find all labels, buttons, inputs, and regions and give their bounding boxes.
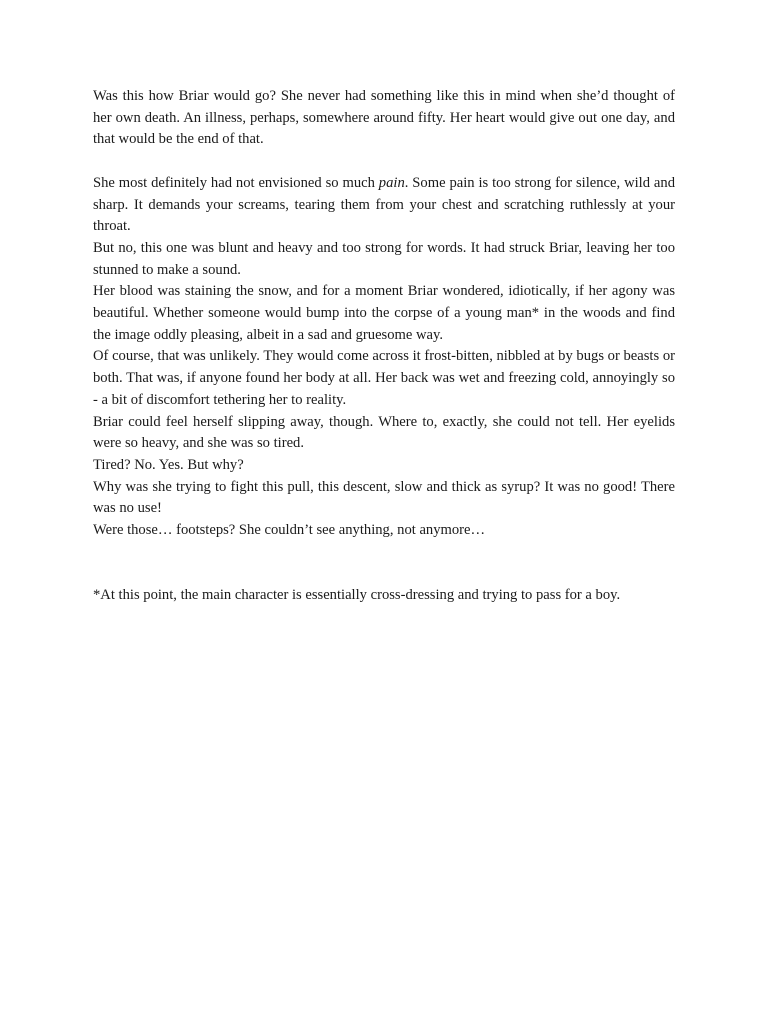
paragraph-6: Briar could feel herself slipping away, though. Where to, exactly, she could not tell. Her eyelids were so heavy, and she was so tired. — [93, 413, 675, 452]
footnote: *At this point, the main character is essentially cross-dressing and trying to pass for a boy. — [93, 587, 621, 604]
paragraph-2 — [93, 173, 675, 238]
paragraph-3: But no, this one was blunt and heavy and too strong for words. It had struck Briar, leaving her too stunned to make a sound. — [93, 239, 675, 278]
document-page — [93, 86, 675, 607]
paragraph-8: Why was she trying to fight this pull, this descent, slow and thick as syrup? It was no good! There was no use! — [93, 478, 675, 517]
paragraph-gap — [93, 151, 675, 173]
paragraph-4: Her blood was staining the snow, and for a moment Briar wondered, idiotically, if her agony was beautiful. Whether someone would bump into the corpse of a young man* in the woods and find the image oddly pleasing, albeit in a sad and gruesome way. — [93, 283, 675, 343]
paragraph-2-start: She most definitely had not envisioned so much — [93, 174, 379, 191]
paragraph-2-end: . Some pain is too strong for silence, wild and sharp. It demands your screams, tearing them from your chest and scratching ruthlessly at your throat. — [93, 174, 675, 235]
paragraph-7: Tired? No. Yes. But why? — [93, 456, 244, 473]
paragraph-5: Of course, that was unlikely. They would come across it frost-bitten, nibbled at by bugs or beasts or both. That was, if anyone found her body at all. Her back was wet and freezing cold, annoyingly so - a bit of discomfort tethering her to reality. — [93, 348, 675, 408]
footnote-gap — [93, 542, 675, 585]
emphasized-word: pain — [378, 174, 405, 191]
paragraph-9: Were those… footsteps? She couldn’t see anything, not anymore… — [93, 522, 486, 539]
paragraph-1: Was this how Briar would go? She never had something like this in mind when she’d thought of her own death. An illness, perhaps, somewhere around fifty. Her heart would give out one day, and that would be the end of that. — [93, 88, 675, 148]
